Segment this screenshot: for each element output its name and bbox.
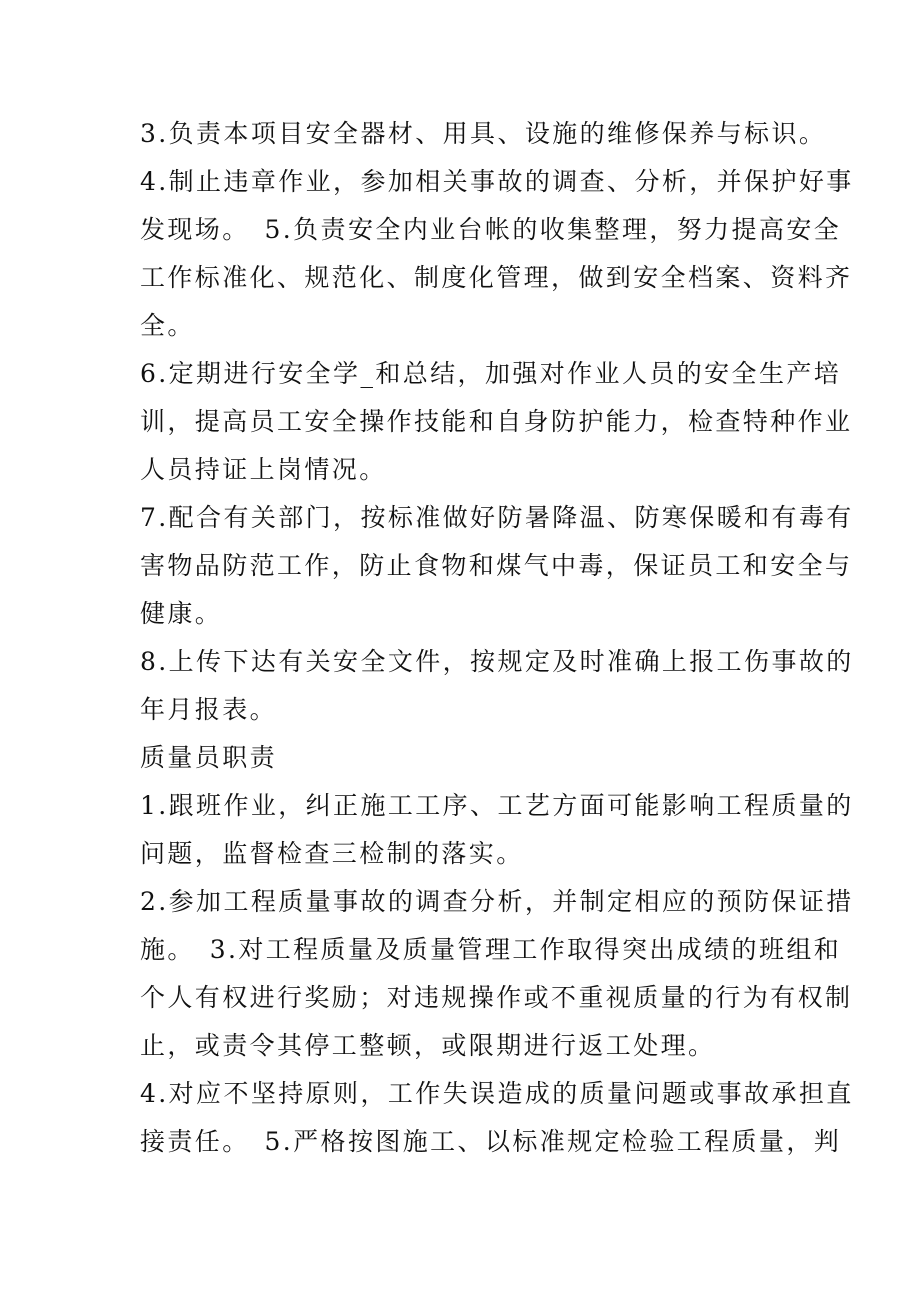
text-line: 人员持证上岗情况。	[140, 455, 387, 484]
text-line: 接责任。 5.严格按图施工、以标准规定检验工程质量，判	[140, 1127, 842, 1156]
text-line: 年月报表。	[140, 695, 278, 724]
text-line: 6.定期进行安全学_和总结，加强对作业人员的安全生产培	[140, 359, 842, 388]
document-body	[140, 110, 854, 1166]
text-line: 4.对应不坚持原则，工作失误造成的质量问题或事故承担直	[140, 1079, 854, 1108]
text-line: 1.跟班作业，纠正施工工序、工艺方面可能影响工程质量的	[140, 791, 854, 820]
text-line: 发现场。 5.负责安全内业台帐的收集整理，努力提高安全	[140, 215, 842, 244]
text-line: 工作标准化、规范化、制度化管理，做到安全档案、资料齐	[140, 263, 853, 292]
text-line: 个人有权进行奖励；对违规操作或不重视质量的行为有权制	[140, 983, 853, 1012]
text-line: 8.上传下达有关安全文件，按规定及时准确上报工伤事故的	[140, 647, 854, 676]
text-line: 施。 3.对工程质量及质量管理工作取得突出成绩的班组和	[140, 935, 842, 964]
text-line: 2.参加工程质量事故的调查分析，并制定相应的预防保证措	[140, 887, 854, 916]
text-line: 止，或责令其停工整顿，或限期进行返工处理。	[140, 1031, 716, 1060]
text-line: 害物品防范工作，防止食物和煤气中毒，保证员工和安全与	[140, 551, 853, 580]
text-line: 全。	[140, 311, 195, 340]
text-line: 训，提高员工安全操作技能和自身防护能力，检查特种作业	[140, 407, 853, 436]
text-line: 健康。	[140, 599, 223, 628]
text-line: 问题，监督检查三检制的落实。	[140, 839, 524, 868]
section-heading: 质量员职责	[140, 743, 278, 772]
text-line: 3.负责本项目安全器材、用具、设施的维修保养与标识。	[140, 119, 827, 148]
text-line: 7.配合有关部门，按标准做好防暑降温、防寒保暖和有毒有	[140, 503, 854, 532]
text-line: 4.制止违章作业，参加相关事故的调查、分析，并保护好事	[140, 167, 854, 196]
